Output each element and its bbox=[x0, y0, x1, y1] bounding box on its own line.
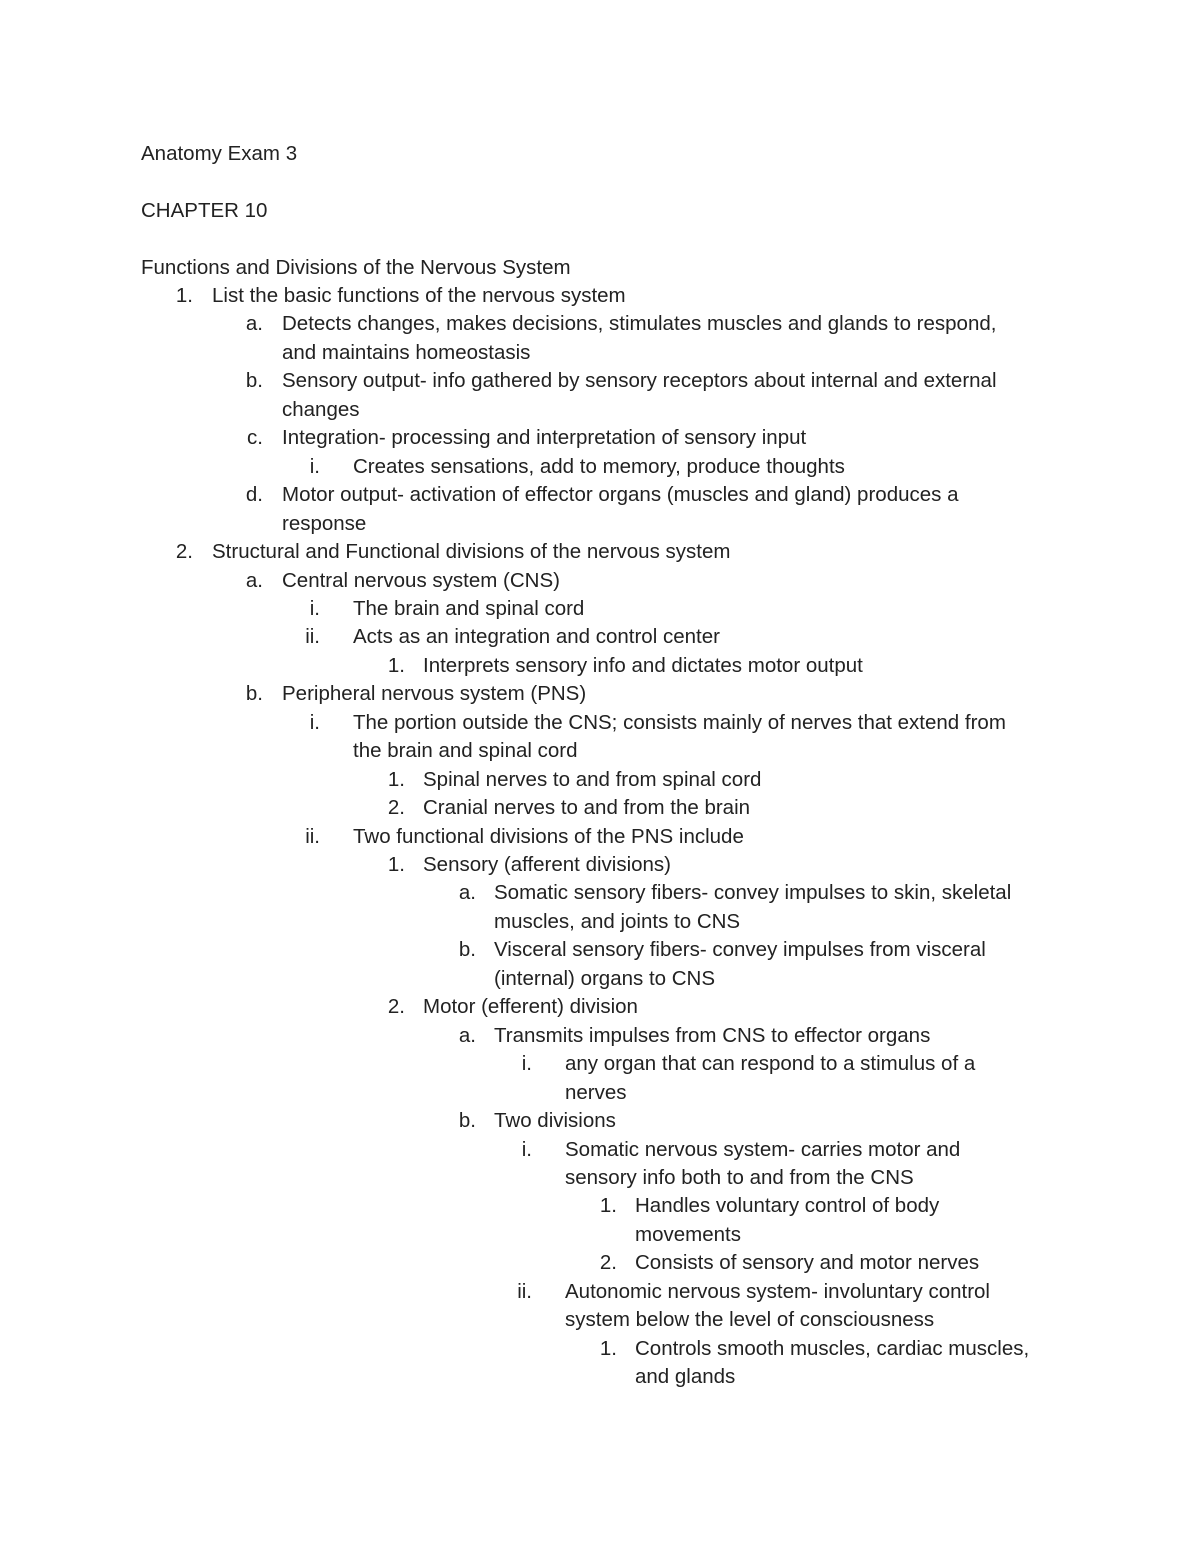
list-marker: a. bbox=[458, 881, 476, 905]
list-marker: d. bbox=[245, 483, 263, 507]
list-item-text: Interprets sensory info and dictates motor output bbox=[423, 653, 863, 677]
list-item-text: Detects changes, makes decisions, stimulates muscles and glands to respond, bbox=[282, 312, 997, 336]
list-marker: a. bbox=[245, 568, 263, 592]
list-marker: b. bbox=[458, 1109, 476, 1133]
list-item-text: Acts as an integration and control center bbox=[353, 625, 720, 649]
list-marker: 1. bbox=[175, 284, 193, 307]
list-item-text: muscles, and joints to CNS bbox=[494, 909, 741, 933]
list-item-text: and maintains homeostasis bbox=[282, 340, 531, 364]
list-item-text: Two functional divisions of the PNS include bbox=[353, 824, 744, 848]
list-item-text: Peripheral nervous system (PNS) bbox=[282, 682, 587, 706]
list-item-text: Visceral sensory fibers- convey impulses from visceral bbox=[494, 938, 986, 962]
list-marker: ii. bbox=[305, 625, 320, 649]
list-item-text: Motor output- activation of effector organs (muscles and gland) produces a bbox=[282, 483, 959, 507]
list-item-text: response bbox=[282, 511, 367, 535]
list-item-text: Sensory (afferent divisions) bbox=[423, 853, 672, 876]
list-item-text: Creates sensations, add to memory, produce thoughts bbox=[353, 454, 845, 478]
list-marker: i. bbox=[309, 710, 320, 734]
section-heading: Functions and Divisions of the Nervous System bbox=[141, 256, 571, 279]
list-marker: ii. bbox=[517, 1279, 532, 1303]
list-item-text: and glands bbox=[635, 1365, 736, 1389]
list-marker: 1. bbox=[387, 853, 405, 876]
list-item-text: Somatic sensory fibers- convey impulses to skin, skeletal bbox=[494, 881, 1012, 905]
list-item-text: changes bbox=[282, 397, 360, 421]
list-marker: i. bbox=[521, 1137, 532, 1161]
list-item-text: Transmits impulses from CNS to effector organs bbox=[494, 1023, 931, 1047]
list-marker: 2. bbox=[599, 1251, 617, 1275]
list-item-text: Integration- processing and interpretation of sensory input bbox=[282, 426, 807, 450]
list-item-text: Structural and Functional divisions of the nervous system bbox=[212, 540, 731, 564]
list-item-text: Central nervous system (CNS) bbox=[282, 568, 560, 592]
list-item-text: sensory info both to and from the CNS bbox=[565, 1165, 914, 1189]
list-marker: 2. bbox=[387, 995, 405, 1019]
list-item-text: The portion outside the CNS; consists mainly of nerves that extend from bbox=[353, 710, 1006, 734]
list-item-text: any organ that can respond to a stimulus of a bbox=[565, 1052, 976, 1076]
list-item-text: nerves bbox=[565, 1080, 627, 1104]
list-item-text: List the basic functions of the nervous system bbox=[212, 284, 626, 307]
list-item-text: Sensory output- info gathered by sensory receptors about internal and external bbox=[282, 369, 997, 393]
list-item-text: Cranial nerves to and from the brain bbox=[423, 796, 751, 820]
chapter-heading: CHAPTER 10 bbox=[141, 199, 268, 222]
list-marker: 1. bbox=[387, 767, 405, 791]
list-marker: i. bbox=[521, 1052, 532, 1076]
list-item-text: Somatic nervous system- carries motor and bbox=[565, 1137, 961, 1161]
list-item-text: The brain and spinal cord bbox=[353, 596, 585, 620]
list-item-text: movements bbox=[635, 1222, 741, 1246]
list-marker: a. bbox=[245, 312, 263, 336]
list-item-text: Autonomic nervous system- involuntary control bbox=[565, 1279, 990, 1303]
list-item-text: Consists of sensory and motor nerves bbox=[635, 1251, 980, 1275]
list-marker: a. bbox=[458, 1023, 476, 1047]
list-item-text: Handles voluntary control of body bbox=[635, 1194, 940, 1218]
list-item-text: Spinal nerves to and from spinal cord bbox=[423, 767, 762, 791]
document-title: Anatomy Exam 3 bbox=[141, 142, 298, 165]
list-item-text: Controls smooth muscles, cardiac muscles, bbox=[635, 1336, 1030, 1360]
list-marker: c. bbox=[247, 426, 263, 450]
list-marker: b. bbox=[245, 369, 263, 393]
list-item-text: system below the level of consciousness bbox=[565, 1308, 935, 1332]
list-item-text: Two divisions bbox=[494, 1109, 616, 1133]
list-item-text: (internal) organs to CNS bbox=[494, 966, 716, 990]
list-marker: ii. bbox=[305, 824, 320, 848]
list-marker: i. bbox=[309, 596, 320, 620]
list-marker: 1. bbox=[599, 1194, 617, 1218]
list-item-text: Motor (efferent) division bbox=[423, 995, 638, 1019]
list-marker: i. bbox=[309, 454, 320, 478]
list-item-text: the brain and spinal cord bbox=[353, 739, 578, 763]
list-marker: 1. bbox=[387, 653, 405, 677]
list-marker: b. bbox=[245, 682, 263, 706]
list-marker: b. bbox=[458, 938, 476, 962]
list-marker: 1. bbox=[599, 1336, 617, 1360]
list-marker: 2. bbox=[387, 796, 405, 820]
list-marker: 2. bbox=[175, 540, 193, 564]
